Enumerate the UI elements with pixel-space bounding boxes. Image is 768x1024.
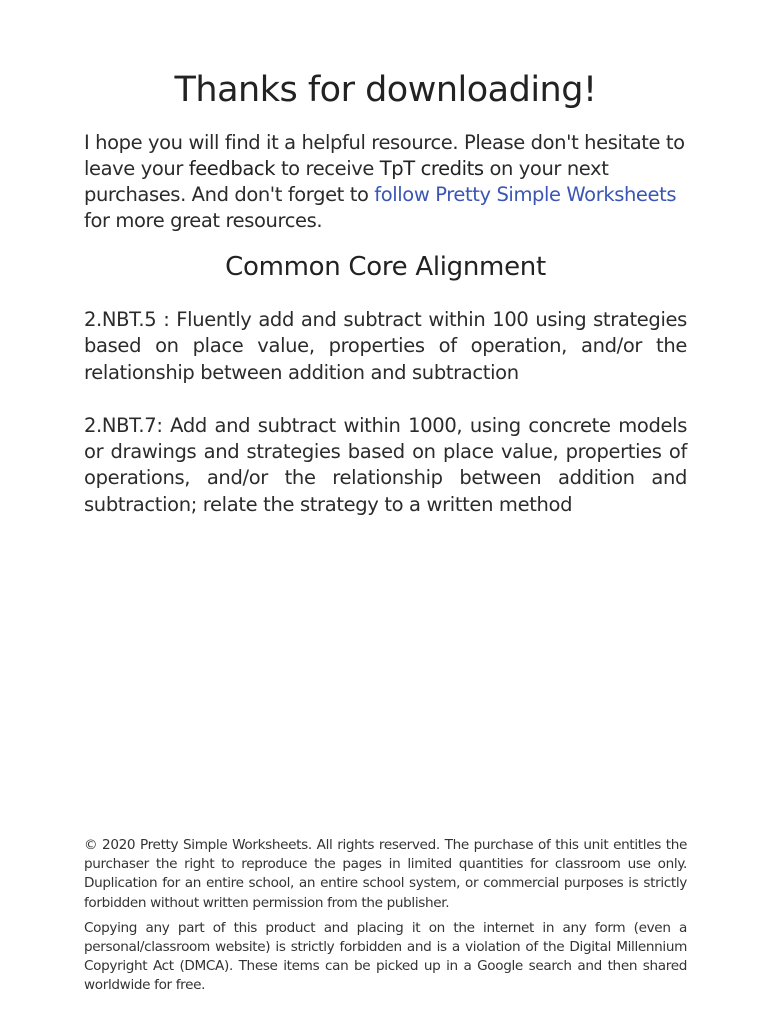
standard-code: 2.NBT.7: [84, 413, 163, 437]
intro-text-5: for more great resources. [84, 209, 323, 232]
intro-paragraph [84, 130, 687, 234]
standard-item [84, 307, 687, 386]
intro-text-2: to receive [275, 157, 380, 180]
footer [84, 836, 687, 1002]
follow-link[interactable]: follow [374, 183, 430, 206]
standard-text: Fluently add and subtract within 100 using strategies based on place value, properties of operation, and/or the relationship between addition and subtraction [84, 308, 687, 384]
feedback-text: feedback [188, 157, 276, 180]
standards-list [84, 307, 687, 545]
page-title: Thanks for downloading! [174, 70, 597, 110]
intro-text-1: I hope you will find it a helpful resource. Please don't hesitate to leave your [84, 131, 685, 180]
standard-text: Add and subtract within 1000, using concrete models or drawings and strategies based on place value, properties of operations, and/or the relationship between addition and subtraction; relate the strategy to a written method [84, 413, 687, 516]
intro-text-3: on your next purchases. And don't forget to [84, 157, 609, 206]
document-page [84, 0, 687, 1024]
copyright-notice: © 2020 Pretty Simple Worksheets. All rights reserved. The purchase of this unit entitles the purchaser the right to reproduce the pages in limited quantities for classroom use only. Duplication for an entire school, an entire school system, or commercial purposes is strictly forbidden without written permission from the publisher. [84, 837, 687, 911]
tpt-credits-text: TpT credits [379, 157, 484, 180]
section-title: Common Core Alignment [225, 252, 546, 282]
standard-code: 2.NBT.5 : [84, 308, 170, 331]
dmca-notice: Copying any part of this product and placing it on the internet in any form (even a personal/classroom website) is strictly forbidden and is a violation of the Digital Millennium Copyright Act (DMCA). These items can be picked up in a Google search and then shared worldwide for free. [84, 919, 687, 994]
store-link[interactable]: Pretty Simple Worksheets [435, 183, 677, 206]
standard-item [84, 413, 687, 518]
